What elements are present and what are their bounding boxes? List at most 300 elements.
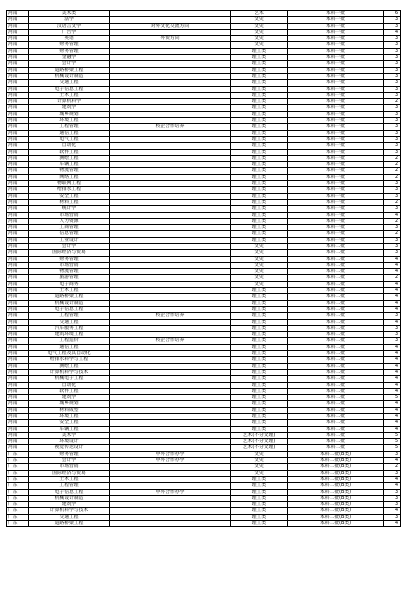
batch-cell: 本科二批 — [288, 432, 384, 438]
major-cell: 电子商务 — [29, 281, 110, 287]
category-cell: 文史 — [231, 470, 288, 476]
count-cell: 3 — [384, 206, 401, 212]
count-cell: 4 — [384, 376, 401, 382]
batch-cell: 本科二批(B类) — [288, 458, 384, 464]
major-cell: 物联网工程 — [29, 181, 110, 187]
category-cell: 理工类 — [231, 86, 288, 92]
province-cell: 河南 — [7, 105, 29, 111]
batch-cell: 本科二批 — [288, 269, 384, 275]
major-cell: 电子信息工程 — [29, 86, 110, 92]
category-cell: 理工类 — [231, 521, 288, 527]
category-cell: 艺术(不分文理) — [231, 445, 288, 451]
category-cell: 理工类 — [231, 48, 288, 54]
major-cell: 交通工程 — [29, 80, 110, 86]
category-cell: 理工类 — [231, 206, 288, 212]
province-cell: 河南 — [7, 262, 29, 268]
major-cell: 视觉传达设计 — [29, 445, 110, 451]
province-cell: 河南 — [7, 143, 29, 149]
category-cell: 理工类 — [231, 187, 288, 193]
count-cell: 2 — [384, 168, 401, 174]
count-cell: 2 — [384, 174, 401, 180]
batch-cell: 本科二批 — [288, 300, 384, 306]
count-cell: 3 — [384, 136, 401, 142]
category-cell: 理工类 — [231, 313, 288, 319]
province-cell: 河南 — [7, 275, 29, 281]
batch-cell: 本科一批 — [288, 36, 384, 42]
count-cell: 4 — [384, 521, 401, 527]
province-cell: 河南 — [7, 36, 29, 42]
major-cell: 城乡规划 — [29, 401, 110, 407]
count-cell: 3 — [384, 250, 401, 256]
province-cell: 河南 — [7, 300, 29, 306]
province-cell: 河南 — [7, 414, 29, 420]
count-cell: 4 — [384, 483, 401, 489]
province-cell: 广东 — [7, 508, 29, 514]
province-cell: 广东 — [7, 476, 29, 482]
category-cell: 理工类 — [231, 319, 288, 325]
count-cell: 3 — [384, 23, 401, 29]
batch-cell: 本科二批 — [288, 250, 384, 256]
province-cell: 河南 — [7, 174, 29, 180]
province-cell: 河南 — [7, 187, 29, 193]
major-cell: 汉语言文学 — [29, 23, 110, 29]
count-cell: 2 — [384, 199, 401, 205]
batch-cell: 本科一批 — [288, 17, 384, 23]
major-cell: 市场营销 — [29, 262, 110, 268]
count-cell: 4 — [384, 357, 401, 363]
province-cell: 广东 — [7, 514, 29, 520]
province-cell: 河南 — [7, 92, 29, 98]
category-cell: 理工类 — [231, 218, 288, 224]
category-cell: 理工类 — [231, 407, 288, 413]
major-cell: 建筑学 — [29, 105, 110, 111]
major-cell: 会计学 — [29, 458, 110, 464]
count-cell: 3 — [384, 193, 401, 199]
count-cell: 4 — [384, 269, 401, 275]
category-cell: 理工类 — [231, 136, 288, 142]
major-cell: 工程造价 — [29, 338, 110, 344]
batch-cell: 本科一批 — [288, 231, 384, 237]
batch-cell: 本科一批 — [288, 48, 384, 54]
batch-cell: 本科二批(B类) — [288, 489, 384, 495]
direction-cell: 外贸方向 — [110, 36, 231, 42]
major-cell: 土木工程 — [29, 288, 110, 294]
major-cell: 材料工程 — [29, 199, 110, 205]
major-cell: 电气工程 — [29, 136, 110, 142]
major-cell: 旅游管理 — [29, 275, 110, 281]
batch-cell: 本科二批 — [288, 395, 384, 401]
batch-cell: 本科二批 — [288, 288, 384, 294]
major-cell: 国际经济与贸易 — [29, 250, 110, 256]
category-cell: 理工类 — [231, 162, 288, 168]
category-cell: 文史 — [231, 243, 288, 249]
batch-cell: 本科一批 — [288, 111, 384, 117]
major-cell: 电子信息工程 — [29, 306, 110, 312]
count-cell: 3 — [384, 470, 401, 476]
province-cell: 河南 — [7, 256, 29, 262]
batch-cell: 本科二批 — [288, 420, 384, 426]
count-cell: 3 — [384, 225, 401, 231]
province-cell: 河南 — [7, 17, 29, 23]
category-cell: 文史 — [231, 275, 288, 281]
province-cell: 河南 — [7, 332, 29, 338]
major-cell: 电子信息工程 — [29, 489, 110, 495]
batch-cell: 本科二批 — [288, 275, 384, 281]
major-cell: 交通工程 — [29, 319, 110, 325]
count-cell: 4 — [384, 294, 401, 300]
count-cell: 4 — [384, 319, 401, 325]
count-cell: 3 — [384, 514, 401, 520]
batch-cell: 本科二批 — [288, 281, 384, 287]
batch-cell: 本科二批 — [288, 426, 384, 432]
province-cell: 河南 — [7, 369, 29, 375]
major-cell: 机械设计制造 — [29, 300, 110, 306]
category-cell: 艺术(不分文理) — [231, 439, 288, 445]
province-cell: 河南 — [7, 351, 29, 357]
major-cell: 计算机科学与技术 — [29, 508, 110, 514]
category-cell: 理工类 — [231, 130, 288, 136]
province-cell: 河南 — [7, 439, 29, 445]
major-cell: 测绘工程 — [29, 155, 110, 161]
batch-cell: 本科一批 — [288, 55, 384, 61]
category-cell: 理工类 — [231, 237, 288, 243]
batch-cell: 本科二批(B类) — [288, 495, 384, 501]
category-cell: 理工类 — [231, 212, 288, 218]
count-cell: 4 — [384, 382, 401, 388]
batch-cell: 本科一批 — [288, 225, 384, 231]
province-cell: 河南 — [7, 42, 29, 48]
count-cell: 3 — [384, 143, 401, 149]
major-cell: 安全工程 — [29, 420, 110, 426]
province-cell: 河南 — [7, 11, 29, 17]
batch-cell: 本科二批 — [288, 306, 384, 312]
batch-cell: 本科一批 — [288, 23, 384, 29]
major-cell: 通信工程 — [29, 344, 110, 350]
direction-cell: 校企合作培养 — [110, 313, 231, 319]
batch-cell: 本科一批 — [288, 124, 384, 130]
category-cell: 文史 — [231, 281, 288, 287]
major-cell: 安全工程 — [29, 193, 110, 199]
province-cell: 河南 — [7, 99, 29, 105]
major-cell: 物流管理 — [29, 168, 110, 174]
count-cell: 4 — [384, 476, 401, 482]
category-cell: 理工类 — [231, 55, 288, 61]
province-cell: 广东 — [7, 458, 29, 464]
batch-cell: 本科二批(B类) — [288, 470, 384, 476]
direction-cell: 对外文化交流方向 — [110, 23, 231, 29]
category-cell: 文史 — [231, 36, 288, 42]
category-cell: 理工类 — [231, 61, 288, 67]
province-cell: 河南 — [7, 61, 29, 67]
province-cell: 广东 — [7, 489, 29, 495]
batch-cell: 本科一批 — [288, 193, 384, 199]
category-cell: 理工类 — [231, 495, 288, 501]
batch-cell: 本科二批 — [288, 344, 384, 350]
province-cell: 广东 — [7, 502, 29, 508]
major-cell: 机械电子工程 — [29, 376, 110, 382]
batch-cell: 本科一批 — [288, 187, 384, 193]
province-cell: 河南 — [7, 401, 29, 407]
count-cell: 3 — [384, 489, 401, 495]
province-cell: 河南 — [7, 199, 29, 205]
batch-cell: 本科一批 — [288, 67, 384, 73]
category-cell: 理工类 — [231, 124, 288, 130]
batch-cell: 本科一批 — [288, 118, 384, 124]
province-cell: 河南 — [7, 48, 29, 54]
batch-cell: 本科一批 — [288, 130, 384, 136]
batch-cell: 本科二批 — [288, 338, 384, 344]
count-cell: 4 — [384, 306, 401, 312]
province-cell: 河南 — [7, 432, 29, 438]
count-cell: 4 — [384, 407, 401, 413]
count-cell: 4 — [384, 29, 401, 35]
batch-cell: 本科一批 — [288, 136, 384, 142]
province-cell: 河南 — [7, 243, 29, 249]
major-cell: 法学 — [29, 17, 110, 23]
batch-cell: 本科一批 — [288, 212, 384, 218]
province-cell: 河南 — [7, 212, 29, 218]
major-cell: 车辆工程 — [29, 162, 110, 168]
count-cell: 3 — [384, 495, 401, 501]
major-cell: 交通工程 — [29, 514, 110, 520]
category-cell: 理工类 — [231, 502, 288, 508]
batch-cell: 本科二批(B类) — [288, 521, 384, 527]
count-cell: 4 — [384, 281, 401, 287]
batch-cell: 本科二批 — [288, 363, 384, 369]
category-cell: 艺术 — [231, 11, 288, 17]
direction-cell: 校企合作培养 — [110, 124, 231, 130]
major-cell: 国际经济与贸易 — [29, 470, 110, 476]
category-cell: 理工类 — [231, 149, 288, 155]
major-cell: 网络工程 — [29, 174, 110, 180]
batch-cell: 本科二批 — [288, 332, 384, 338]
province-cell: 河南 — [7, 395, 29, 401]
count-cell: 5 — [384, 432, 401, 438]
major-cell: 信息管理 — [29, 231, 110, 237]
province-cell: 河南 — [7, 269, 29, 275]
major-cell: 财务管理 — [29, 256, 110, 262]
count-cell: 3 — [384, 451, 401, 457]
batch-cell: 本科一批 — [288, 86, 384, 92]
count-cell: 2 — [384, 231, 401, 237]
major-cell: 英语 — [29, 36, 110, 42]
batch-cell: 本科一批 — [288, 174, 384, 180]
batch-cell: 本科二批(B类) — [288, 508, 384, 514]
batch-cell: 本科一批 — [288, 149, 384, 155]
category-cell: 理工类 — [231, 80, 288, 86]
batch-cell: 本科二批(B类) — [288, 464, 384, 470]
category-cell: 理工类 — [231, 199, 288, 205]
category-cell: 文史 — [231, 451, 288, 457]
batch-cell: 本科二批 — [288, 351, 384, 357]
count-cell: 3 — [384, 48, 401, 54]
major-cell: 市场营销 — [29, 464, 110, 470]
province-cell: 河南 — [7, 155, 29, 161]
major-cell: 会计学 — [29, 61, 110, 67]
major-cell: 土木工程 — [29, 92, 110, 98]
batch-cell: 本科二批 — [288, 294, 384, 300]
batch-cell: 本科二批(B类) — [288, 483, 384, 489]
province-cell: 河南 — [7, 23, 29, 29]
major-cell: 金融学 — [29, 55, 110, 61]
category-cell: 理工类 — [231, 344, 288, 350]
count-cell: 4 — [384, 262, 401, 268]
province-cell: 广东 — [7, 495, 29, 501]
category-cell: 文史 — [231, 262, 288, 268]
category-cell: 理工类 — [231, 376, 288, 382]
count-cell: 4 — [384, 351, 401, 357]
province-cell: 河南 — [7, 344, 29, 350]
count-cell: 3 — [384, 17, 401, 23]
major-cell: 自动化 — [29, 143, 110, 149]
province-cell: 河南 — [7, 294, 29, 300]
count-cell: 5 — [384, 395, 401, 401]
count-cell: 2 — [384, 162, 401, 168]
category-cell: 理工类 — [231, 514, 288, 520]
major-cell: 工业设计 — [29, 237, 110, 243]
batch-cell: 本科二批(B类) — [288, 476, 384, 482]
province-cell: 河南 — [7, 306, 29, 312]
major-cell: 土木工程 — [29, 476, 110, 482]
direction-cell: 中外合作办学 — [110, 489, 231, 495]
batch-cell: 本科一批 — [288, 105, 384, 111]
major-cell: 材料成型 — [29, 407, 110, 413]
category-cell: 理工类 — [231, 363, 288, 369]
batch-cell: 本科二批 — [288, 382, 384, 388]
count-cell: 4 — [384, 388, 401, 394]
category-cell: 文史 — [231, 256, 288, 262]
major-cell: 电气工程及其自动化 — [29, 351, 110, 357]
batch-cell: 本科一批 — [288, 218, 384, 224]
major-cell: 测绘工程 — [29, 363, 110, 369]
category-cell: 文史 — [231, 269, 288, 275]
province-cell: 河南 — [7, 281, 29, 287]
major-cell: 机械设计制造 — [29, 73, 110, 79]
province-cell: 广东 — [7, 521, 29, 527]
direction-cell: 校企合作培养 — [110, 338, 231, 344]
major-cell: 车辆工程 — [29, 426, 110, 432]
count-cell: 4 — [384, 458, 401, 464]
direction-cell: 中外合作办学 — [110, 451, 231, 457]
category-cell: 理工类 — [231, 420, 288, 426]
batch-cell: 本科二批 — [288, 439, 384, 445]
batch-cell: 本科二批(B类) — [288, 502, 384, 508]
major-cell: 自动化 — [29, 382, 110, 388]
category-cell: 理工类 — [231, 382, 288, 388]
batch-cell: 本科一批 — [288, 42, 384, 48]
count-cell: 3 — [384, 332, 401, 338]
major-cell: 工程管理 — [29, 313, 110, 319]
count-cell: 4 — [384, 256, 401, 262]
major-cell: 会计学 — [29, 243, 110, 249]
category-cell: 理工类 — [231, 325, 288, 331]
count-cell: 2 — [384, 464, 401, 470]
province-cell: 河南 — [7, 111, 29, 117]
major-cell: 建筑学 — [29, 395, 110, 401]
count-cell: 3 — [384, 243, 401, 249]
category-cell: 艺术(不分文理) — [231, 432, 288, 438]
major-cell: 道路桥梁工程 — [29, 67, 110, 73]
batch-cell: 本科一批 — [288, 168, 384, 174]
count-cell: 3 — [384, 73, 401, 79]
category-cell: 理工类 — [231, 483, 288, 489]
province-cell: 河南 — [7, 388, 29, 394]
direction-cell: 中外合作办学 — [110, 458, 231, 464]
count-cell: 4 — [384, 508, 401, 514]
batch-cell: 本科二批(B类) — [288, 451, 384, 457]
province-cell: 河南 — [7, 357, 29, 363]
province-cell: 河南 — [7, 325, 29, 331]
major-cell: 工商管理 — [29, 225, 110, 231]
province-cell: 河南 — [7, 118, 29, 124]
category-cell: 理工类 — [231, 181, 288, 187]
category-cell: 理工类 — [231, 489, 288, 495]
category-cell: 文史 — [231, 250, 288, 256]
category-cell: 理工类 — [231, 231, 288, 237]
major-cell: 道路桥梁工程 — [29, 294, 110, 300]
category-cell: 理工类 — [231, 338, 288, 344]
count-cell: 3 — [384, 80, 401, 86]
batch-cell: 本科一批 — [288, 143, 384, 149]
major-cell: 财务管理 — [29, 48, 110, 54]
category-cell: 理工类 — [231, 118, 288, 124]
count-cell: 4 — [384, 414, 401, 420]
batch-cell: 本科一批 — [288, 80, 384, 86]
province-cell: 河南 — [7, 218, 29, 224]
major-cell: 道路桥梁工程 — [29, 521, 110, 527]
category-cell: 理工类 — [231, 401, 288, 407]
category-cell: 理工类 — [231, 225, 288, 231]
province-cell: 广东 — [7, 464, 29, 470]
batch-cell: 本科二批 — [288, 256, 384, 262]
category-cell: 理工类 — [231, 288, 288, 294]
count-cell: 3 — [384, 105, 401, 111]
batch-cell: 本科二批 — [288, 325, 384, 331]
batch-cell: 本科二批 — [288, 401, 384, 407]
major-cell: 人力资源 — [29, 218, 110, 224]
batch-cell: 本科二批 — [288, 388, 384, 394]
province-cell: 广东 — [7, 470, 29, 476]
major-cell: 建筑环境工程 — [29, 332, 110, 338]
batch-cell: 本科二批 — [288, 319, 384, 325]
batch-cell: 本科一批 — [288, 92, 384, 98]
major-cell: 工程管理 — [29, 483, 110, 489]
major-cell: 物流管理 — [29, 269, 110, 275]
count-cell: 3 — [384, 124, 401, 130]
count-cell: 3 — [384, 42, 401, 48]
count-cell: 3 — [384, 237, 401, 243]
category-cell: 理工类 — [231, 174, 288, 180]
province-cell: 河南 — [7, 80, 29, 86]
count-cell: 3 — [384, 86, 401, 92]
direction-cell — [110, 521, 231, 527]
category-cell: 理工类 — [231, 67, 288, 73]
count-cell: 3 — [384, 118, 401, 124]
count-cell: 4 — [384, 401, 401, 407]
batch-cell: 本科一批 — [288, 73, 384, 79]
category-cell: 文史 — [231, 23, 288, 29]
batch-cell: 本科一批 — [288, 155, 384, 161]
batch-cell: 本科一批 — [288, 181, 384, 187]
major-cell: 美术类 — [29, 11, 110, 17]
province-cell: 河南 — [7, 124, 29, 130]
category-cell: 理工类 — [231, 99, 288, 105]
count-cell: 4 — [384, 426, 401, 432]
count-cell: 3 — [384, 181, 401, 187]
batch-cell: 本科一批 — [288, 237, 384, 243]
category-cell: 理工类 — [231, 73, 288, 79]
category-cell: 理工类 — [231, 414, 288, 420]
